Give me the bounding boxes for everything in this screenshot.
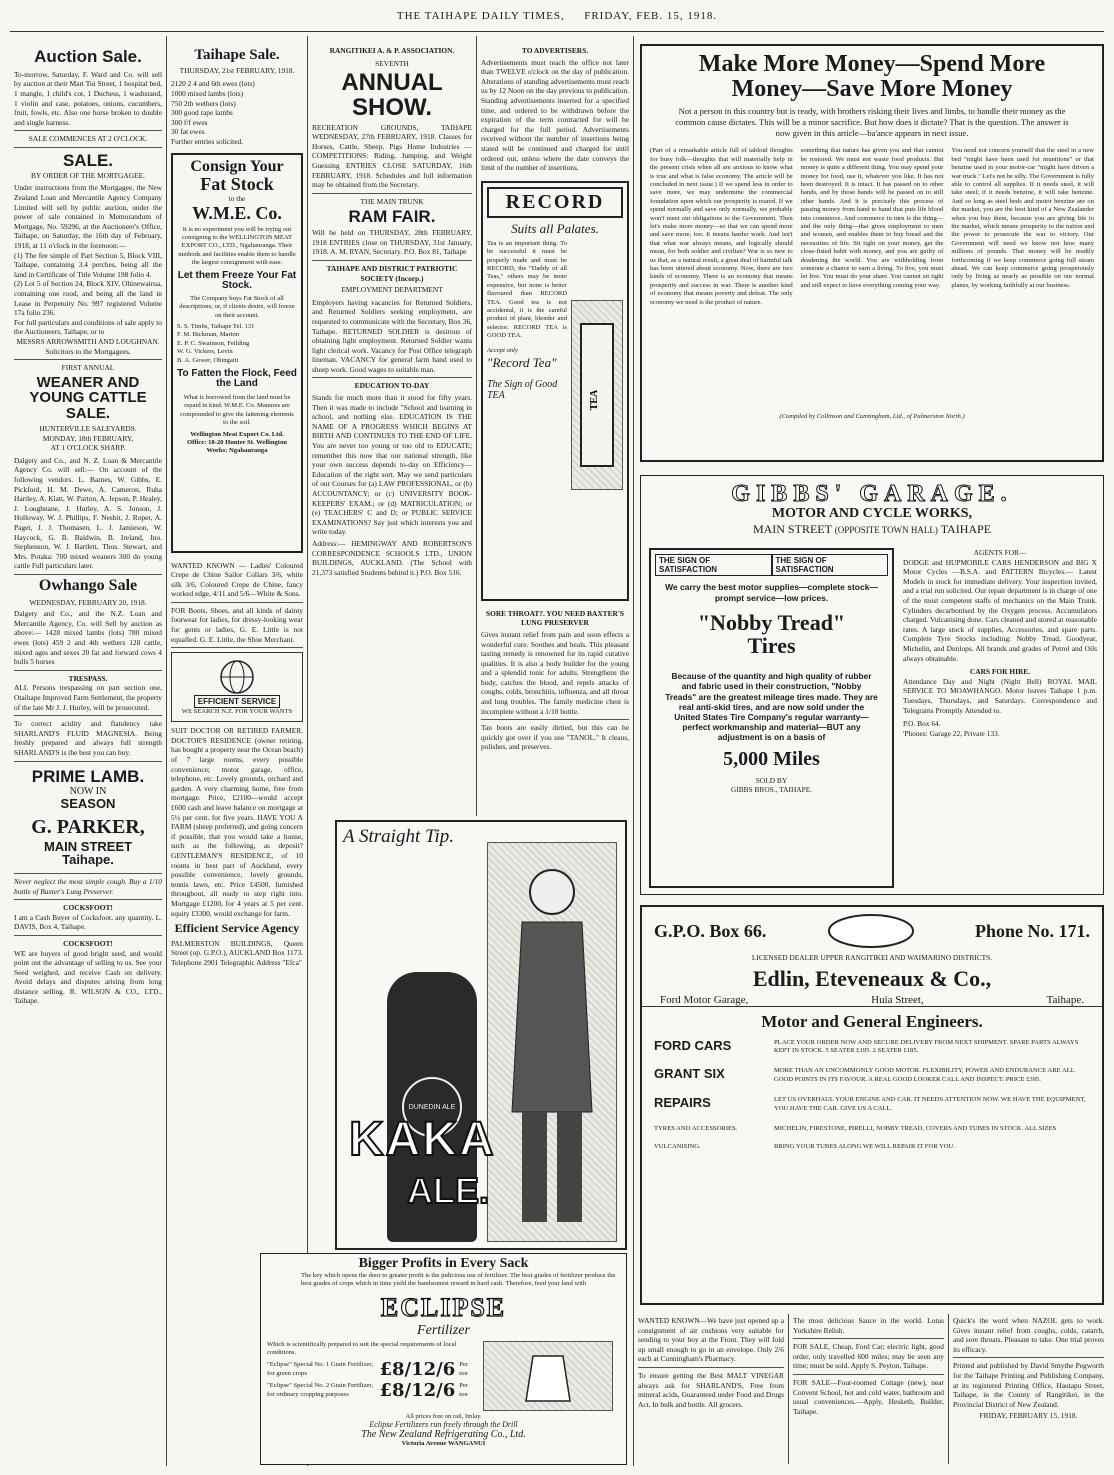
sale-title: SALE.	[62, 151, 114, 170]
show-body: RECREATION GROUNDS, TAIHAPE WEDNESDAY, 27th FEBRUARY, 1918. Classes for Horses, Cattle, Sheep, Pigs Home Industries — COMPETITIONS: Riding, Jumping, and Weight Guessing ENTRIES CLOSE SATURDAY, 16th FEBRUARY, 1918. Schedules and full information may be obtained from the Secretary.	[312, 122, 472, 190]
advertisers-title: TO ADVERTISERS.	[521, 46, 589, 55]
gibbs-hire-body: Attendance Day and Night (Night Bell) ROYAL MAIL SERVICE TO MOAWHANGO. Motor leaves Taihape 1 p.m. Tuesdays, Thursdays, and Saturdays. Correspondence and Telegrams Promptly Attended to.	[903, 676, 1097, 715]
efficient-addr: PALMERSTON BUILDINGS, Queen Street (op. G.P.O.), AUCKLAND Box 1173. Telephone 2901 Telegraphic Address "Efca"	[171, 938, 303, 967]
column-rule	[166, 36, 167, 1466]
employment-body: Employers having vacancies for Returned Soldiers, and Returned Soldiers seeking employment, are requested to communicate with the Secretary, Box 36, Taihape. RETURNED SOLDIER is desirous of obtaining light employment. Returned Soldier wants light clerical work. Vacancy for Post Office telegraph lineman. VACANCY for general farm hand used to sheep work. Good wages to suitable man.	[312, 297, 472, 374]
svg-text:TEA: TEA	[589, 389, 600, 410]
tea-packet-icon	[577, 320, 617, 470]
imprint-date: FRIDAY, FEBRUARY 15, 1918.	[979, 1411, 1078, 1421]
vulcanising-title: VULCANISING.	[654, 1143, 701, 1151]
sharland-ad: To correct acidity and flatulency take SHARLAND'S FLUID MAGNESIA. Being freshly prepared and always full strength SHARLAND'S is the best you can buy.	[14, 719, 162, 757]
annual-show-title: ANNUAL SHOW.	[341, 69, 443, 122]
lot-item: 300 f/f ewes	[171, 117, 208, 127]
money-article	[640, 44, 1104, 462]
edlin-name: Edlin, Eteveneaux & Co.,	[752, 965, 992, 991]
sore-throat-body: Gives instant relief from pain and soon effects a wonderful cure. Soothes and heals. This pleasant tasting remedy is renowned for its rapid curative qualities. It is also a body builder for the young and a splendid tonic for adults. Strengthens the body, catches the blood, and repels attacks of coughs, colds, bronchitis, influenza, and all throat and lung troubles. The family medicine chest is incomplete without a 1/10 bottle.	[481, 629, 629, 716]
weaner-body: Dalgety and Co., and N. Z. Loan & Mercantile Agency Co. will sell:— On account of the following vendors. L. Barnes, W. Gibbs, E. Pickford, H. M. Dewe, A. Cameron, Ruha Hartley, A. Klatt, W. Parton, A. Jepson, P. Healey, J. Loughnane, J. Hurley, A. S. Jonson, J. Holloway, W. J. Phillips, F. Nesbit, J. Roper, A. Paget, J. J. Thomasen, L. J. Jamieson, W. Haycock, G. B. Baldwin, B. Ireland, Jno. Stephenson, W. J. Bartlett, Thos. Stewart, and Mrs. Potaka: 700 mixed weaners 300 do young cattle Full particulars later.	[14, 455, 162, 571]
gibbs-sub: MOTOR AND CYCLE WORKS,	[771, 506, 973, 522]
sale-more: For full particulars and conditions of sale apply to the Auctioneers, Taihape, or to	[14, 317, 162, 337]
money-credit: (Compiled by Collinson and Cunningham, Ltd., of Palmerston North.)	[779, 413, 965, 421]
auction-title: Auction Sale.	[34, 47, 142, 66]
ram-body: Will be held on THURSDAY, 28th FEBRUARY, 1918 ENTRIES close on THURSDAY, 31st January, 1918. A. M. RYAN, Secretary. P.O. Box 81, Taihape	[312, 228, 472, 257]
masthead-date: FRIDAY, FEB. 15, 1918.	[584, 10, 718, 22]
wme-body2: The Company buys Fat Stock of all descriptions; or, if clients desire, will freeze on their account.	[179, 294, 295, 319]
gibbs-agents: AGENTS FOR—	[973, 548, 1027, 557]
employment-title: EMPLOYMENT DEPARTMENT	[341, 285, 443, 295]
advertisers-body: Advertisements must reach the office not later than TWELVE o'clock on the day of publication. Alterations of standing advertisements must reach us by 12 Noon on the day previous to publication. Standing advertisements inserted for a specified time, and ordered to be withdrawn before the expiration of the term contracted for will be charged for the full period. Advertisements received without the number of insertions being stated will be continued and charged for until ordered out, unless where the date conveys the limit of the number of insertions.	[481, 57, 629, 173]
bottom-col-2	[793, 1316, 944, 1466]
kaka-headline: A Straight Tip.	[343, 826, 455, 847]
lot-item: 2120 2 4 and 6th ewes (lots)	[171, 79, 255, 89]
parker-street: MAIN STREET	[43, 838, 133, 854]
education-addr: Address:— HEMINGWAY AND ROBERTSON'S CORRESPONDENCE SCHOOLS LTD., UNION BUILDINGS, AUCKLAND. (The School with 21,373 satisfied Students behind it.) P.O. Box 516.	[312, 538, 472, 577]
gibbs-phones: 'Phones: Garage 22, Private 133.	[903, 728, 1000, 738]
column-1	[14, 40, 162, 1465]
auction-commence: SALE COMMENCES AT 2 O'CLOCK.	[28, 134, 148, 144]
gibbs-agents-body: DODGE and HUPMOBILE CARS HENDERSON and BIG X Motor Cycles —B.S.A. and PATTERN Bicycles.— Latest Models in stock for immediate delivery. Your inspection invited, and a trial run solicited. Our repair department is in charge of one of the most competent staffs of mechanics on the Main Trunk. Cylinders decarbonised by the Oxygen process. Accumulators charged. Vulcanising done. Cars cleaned and stored at reasonable rates. A large stock of supplies, Accessories, and spare parts. Complete Tyre Stocks including: Nobby Tread, Goodyear, Michelin, and Dunlops. All brands and grades of Petrol and Oils always obtainable.	[903, 557, 1097, 663]
wme-freeze: Let them Freeze Your Fat Stock.	[177, 269, 297, 292]
cocksfoot-1-body: I am a Cash Buyer of Cocksfoot, any quantity. L. DAVIS, Box 4, Taihape.	[14, 912, 162, 932]
sauce-ad: The most delicious Sauce in the world. Lotus Yorkshire Relish.	[793, 1316, 944, 1335]
gibbs-box: P.O. Box 64.	[903, 719, 941, 729]
ram-fair-title: RAM FAIR.	[348, 207, 436, 227]
taihape-sale-date: THURSDAY, 21st FEBRUARY, 1918.	[179, 65, 295, 75]
weaner-place: HUNTERVILLE SALEYARDS.	[39, 423, 137, 433]
edlin-engineers: Motor and General Engineers.	[761, 1011, 983, 1031]
sale-item-2: (2) Lot 5 of Section 24, Block XIV, Ohinewairua, containing one rood, and being all the land in Lease in Perpetuity No. 997 registered Volume 17a folio 236.	[14, 279, 162, 318]
vulcanising-body: BRING YOUR TUBES ALONG WE WILL REPAIR IT FOR YOU.	[774, 1143, 955, 1151]
edlin-ad	[640, 905, 1104, 1305]
gibbs-town: TAIHAPE	[940, 521, 992, 536]
masthead	[10, 10, 1104, 32]
sale-sign: MESSRS ARROWSMITH AND LOUGHNAN. Solicitors to the Mortgagees.	[16, 336, 160, 356]
wme-ad	[171, 153, 303, 553]
owhango-date: WEDNESDAY, FEBRUARY 20, 1918.	[29, 597, 147, 607]
gibbs-title: GIBBS' GARAGE.	[731, 481, 1013, 507]
column-4	[481, 40, 629, 810]
malt-vinegar-ad: To ensure getting the Best MALT VINEGAR always ask for SHARLAND'S, Free from mineral acids, Guaranteed under Food and Drugs Act. In bulk and bottle. All grocers.	[638, 1370, 784, 1409]
trespass-body: ALL Persons trespassing on part section one, Otaihape Improved Farm Settlement, the property of the late Mr J. J. Hurley, will be prosecuted.	[14, 683, 162, 712]
eclipse-company: The New Zealand Refrigerating Co., Ltd.	[361, 1429, 526, 1441]
seventh: SEVENTH	[375, 58, 409, 68]
education-title: EDUCATION TO-DAY	[354, 381, 430, 391]
prime-season: SEASON	[60, 796, 116, 812]
efficient-badge: EFFICIENT SERVICE	[194, 695, 281, 708]
efficient-sub: WE SEARCH N.Z. FOR YOUR WANTS	[181, 707, 293, 715]
sale-subtitle: BY ORDER OF THE MORTGAGEE.	[31, 170, 145, 180]
column-3	[312, 40, 472, 810]
nobby-name: "Nobby Tread"	[697, 610, 846, 635]
record-accept: Accept only	[487, 346, 518, 354]
edlin-box: G.P.O. Box 66.	[654, 920, 767, 941]
record-tea-ad	[481, 181, 629, 601]
money-col-2: something that nature has given you and that cannot be restored. We must not waste food products. But money is quite a different thing. You may spend your money for food, use it, whatever you like. It has not been destroyed. It is intact. It has passed on to other hands, and by those hands will be passed on to still other hands. And it is precisely this process of passing money from hand to hand that puts life blood into commerce. And commerce in turn is the thing—and the only thing—that gives employment to men and women, and enables them to buy bread and the necessities of life. Sit tight on your money, get the close-fisted habit with money, and you are guilty of deadening the world. You are withholding from someone a chance to earn a living. To live, you must let live. You must do your share. You cannot sit tight and still expect to have everything coming your way.	[800, 147, 944, 289]
wme-name: W.M.E. Co.	[192, 202, 282, 223]
education-body: Stands for much more than it stood for fifty years. Then it was made to include "School and learning in school, and nothing else. EDUCATION IS THE NAME OF A PROGRESS WHICH BEGINS AT BIRTH AND CONTINUES TO THE END OF LIFE. You are never too young or too old to EDUCATE; remember this now that our national strength, like your own success depends to-day on Efficiency—Education of the right sort. May we send particulars of our Courses for (a) LAW PROFESSIONAL, or (b) ACCOUNTANCY; or (c) UNIVERSITY BOOK-KEEPERS' EXAM.; or (d) MATRICULATION; or (e) TEACHERS' C and D; or PUBLIC SERVICE EXAMINATIONS? Say just which interests you and write today.	[312, 393, 472, 537]
column-rule	[948, 1314, 949, 1464]
weaner-time: AT 1 O'CLOCK SHARP.	[50, 443, 126, 453]
tea-packet-image	[571, 300, 623, 490]
column-rule	[476, 36, 477, 816]
eclipse-addr: Victoria Avenue WANGANUI	[401, 1440, 486, 1448]
masthead-title: THE TAIHAPE DAILY TIMES,	[396, 10, 565, 22]
gibbs-sold: SOLD BY	[755, 775, 788, 785]
wme-works: Works: Ngahauranga	[206, 447, 268, 455]
edlin-licensed: LICENSED DEALER UPPER RANGITIKEI AND WAIMARINO DISTRICTS.	[751, 953, 993, 962]
tyres-body: MICHELIN, FIRESTONE, PIRELLI, NOBBY TREAD, COVERS AND TUBES IN STOCK. ALL SIZES	[774, 1124, 1057, 1132]
tyres-title: TYRES AND ACCESSORIES.	[654, 1124, 738, 1132]
agent-item: S. S. Timbs, Taihape Tel. 131	[177, 322, 255, 330]
trespass-title: TRESPASS.	[68, 673, 108, 683]
grant-six-body: MORE THAN AN UNCOMMONLY GOOD MOTOR. FLEXIBILITY, POWER AND ENDURANCE ARE ALL GOOD POINTS IN ITS FAVOUR. A REAL GOOD LOOKER CALL AND INSPECT. PRICE £395.	[774, 1067, 1075, 1083]
gibbs-carry: We carry the best motor supplies—complete stock—prompt service—low prices.	[665, 582, 878, 603]
column-rule	[307, 36, 308, 1466]
eclipse-no2: "Eclipse" Special No. 2 Grain Fertilizer, for ordinary cropping purposes	[267, 1382, 374, 1398]
first-annual: FIRST ANNUAL	[61, 363, 115, 373]
repairs-title: REPAIRS	[654, 1095, 711, 1111]
baxter-ad: Never neglect the most simple cough. Buy a 1/10 bottle of Baxter's Lung Preserver.	[14, 876, 162, 896]
money-title-2: Money—Save More Money	[731, 76, 1013, 103]
cottage-sale-ad: FOR SALE—Four-roomed Cottage (new), near Convent School, hot and cold water, bathroom and usual conveniences.—Apply, Hesketh, Builder, Taihape.	[793, 1377, 944, 1416]
gibbs-garage-ad	[640, 475, 1104, 895]
gibbs-details	[903, 548, 1097, 888]
ford-cars-title: FORD CARS	[654, 1037, 732, 1053]
eclipse-price-1: £8/12/6	[379, 1359, 456, 1381]
eclipse-per-2: Per ton	[459, 1382, 469, 1398]
agent-item: E. P. C. Swainson, Feilding	[177, 339, 250, 347]
column-rule	[633, 36, 634, 1466]
man-illustration	[487, 842, 617, 1242]
parker-title: G. PARKER,	[31, 815, 145, 838]
sign-badge-2: THE SIGN OF SATISFACTION	[772, 554, 889, 576]
gibbs-street: MAIN STREET	[752, 521, 832, 536]
record-sign: The Sign of Good TEA	[487, 379, 558, 401]
lot-item: 750 2th wethers (lots)	[171, 98, 236, 108]
money-intro: Not a person in this country but is ready, with brothers risking their lives and limbs, to handle their money as the common cause dictates. This will be a minor sacrifice. But how does it dictate? That is the question. The answer is now given in this article—ba'ance appears in next issue.	[675, 106, 1069, 139]
gibbs-because: Because of the quantity and high quality of rubber and fabric used in their construction, "Nobby Treads" are the greatest mileage tires made. They are real anti-skid tires, and are now sold under the United States Tire Company's regular warranty—perfect workmanship and material—BUT any adjustment is on a basis of	[665, 671, 878, 743]
cocksfoot-2-body: WE are buyers of good bright seed, and would point out the advantage of selling to us. See your Seed weighed, and receive Cash on delivery. Avoid delays and disputes arising from long distance selling. R. WILSON & CO., LTD., Taihape.	[14, 948, 162, 1006]
auction-body: To-morrow, Saturday, F. Ward and Co. will sell by auction at their Mart Tui Street, 1 hospital bed, 1 mangle, 1 child's cot, 1 Duchess, 1 washstand, 1 violin and case, potatoes, onions, cucumbers, fruit, fowls, etc. Also one horse broken to double and single harness.	[14, 69, 162, 127]
man-figure-icon	[497, 852, 607, 1232]
record-body: Tea is an important thing. To be successful it must be properly made and must be RECORD, the "Daddy of all Teas," others may be more expensive, but none is better flavoured than RECORD TEA. Good tea is not accidental, it is the careful product of plant, blender and selector. RECORD TEA is GOOD TEA.	[487, 239, 567, 340]
eclipse-ad	[260, 1253, 627, 1465]
lot-item: 300 good rape lambs	[171, 108, 233, 118]
parker-town: Taihape.	[62, 852, 114, 868]
wme-consign: Consign Your	[190, 157, 284, 175]
sign-badge-1: THE SIGN OF SATISFACTION	[655, 554, 772, 576]
bottom-col-1	[638, 1316, 784, 1466]
column-2	[171, 40, 303, 1465]
ford-sale-ad: FOR SALE, Cheap, Ford Car; electric light, good order, only travelled 600 miles; may be seen any time; must be sold. Apply S. Peyton, Taihape.	[793, 1342, 944, 1371]
gibbs-bros: GIBBS BROS., TAIHAPE.	[730, 785, 813, 795]
imprint: Printed and published by David Smythe Pegworth for the Taihape Printing and Publishing Company, at its registered Printing Office, Hautapu Street, Taihape, in the County of Rangitikei, in the Provincial District of New Zealand.	[953, 1361, 1104, 1409]
main-trunk: THE MAIN TRUNK	[360, 196, 424, 206]
repairs-body: LET US OVERHAUL YOUR ENGINE AND CAR. IT NEEDS ATTENTION NOW. WE HAVE THE EQUIPMENT, YOU HAVE THE CAR. GIVE US A CALL.	[774, 1096, 1086, 1112]
cocksfoot-2-title: COCKSFOOT!	[63, 938, 113, 948]
eclipse-rail: All prices free on rail, Imlay.	[405, 1412, 482, 1420]
eclipse-per-1: Per ton	[459, 1361, 469, 1377]
efficient-body: SUIT DOCTOR OR RETIRED FARMER. DOCTOR'S RESIDENCE (owner retiring, has bought a property near the Ocean beach) of 7 large rooms, every possible convenience; motor garage, office, telephone, etc. Lovely grounds, orchard and garden. A very charming home, free from mortgage. Price, £2100—would accept £600 cash and leave balance on mortgage at 5½ per cent. for five years. HAVE YOU A FARM (sheep preferred), and going concern if possible, that you would take a house, such as the following, as deposit? GENTLEMAN'S RESIDENCE, of 10 rooms in best part of Auckland, every possible convenience, lovely grounds, tennis lawn, etc. Price £4500, furnished throughout, all ready to step right into. Mortgage £1200, for 4 years at 5 per cent. equity £3300, would exchange for farm.	[171, 726, 303, 918]
cocksfoot-1-title: COCKSFOOT!	[63, 903, 113, 913]
eclipse-no1: "Eclipse" Special No. 1 Grain Fertilizer, for green crops	[267, 1361, 374, 1377]
patriotic-title: TAIHAPE AND DISTRICT PATRIOTIC SOCIETY (Incorp.)	[326, 263, 458, 283]
wme-office: Office: 18-20 Hunter St. Wellington	[187, 438, 287, 446]
wme-fat: Fat Stock	[200, 174, 274, 195]
eclipse-which: Which is scientifically prepared to suit the special requirements of local conditions.	[267, 1340, 457, 1356]
lot-item: Further entries solicited.	[171, 136, 244, 146]
agent-item: W. G. Vickers, Levin	[177, 348, 233, 356]
gibbs-opposite: (OPPOSITE TOWN HALL)	[834, 524, 938, 535]
sack-icon	[518, 1346, 578, 1406]
owhango-title: Owhango Sale	[38, 576, 138, 594]
sack-illustration	[483, 1341, 613, 1411]
ford-logo-icon	[826, 913, 916, 949]
wme-body3: What is borrowed from the land must be repaid in kind. W.M.E. Co. Manures are compounded to give the fattening elements to the soil.	[180, 393, 294, 427]
lot-item: 1000 mixed lambs (lots)	[171, 88, 244, 98]
wme-company: Wellington Meat Export Co. Ltd.	[190, 430, 284, 438]
eclipse-price-2: £8/12/6	[379, 1380, 456, 1402]
agent-item: B. A. Gower, Ohingaiti	[177, 356, 239, 364]
globe-icon	[207, 659, 267, 695]
owhango-body: Dalgety and Co., and the N.Z. Loan and Mercantile Agency, Co. will Sell by auction as above:— 1428 mixed lambs (lots) 780 mixed ewes (lots) 459 2 and 4th wethers 128 cattle, mixed ages and sexes 20 fat and forward cows 4 bulls 5 horses	[14, 609, 162, 667]
lot-item: 30 fat ewes	[171, 127, 205, 137]
record-tagline: Suits all Palates.	[511, 220, 599, 236]
weaner-date: MONDAY, 18th FEBRUARY,	[42, 433, 134, 443]
grant-six-title: GRANT SIX	[654, 1066, 725, 1082]
eclipse-intro: The key which opens the door to greater profit is the judicious use of fertilizer. The best grades of fertilizer produce the best grades of crops which in time yield the handsomest reward in hard cash. Therefore, feed your land with	[301, 1271, 616, 1288]
wme-agents	[177, 323, 297, 365]
rangitikei: RANGITIKEI A. & P. ASSOCIATION.	[329, 46, 455, 55]
sale-item-1: (1) The fee simple of Part Section 5, Block VIII, Taihape, containing 3.4 perches, being all the land in Certificate of Title Volume 198 folio 4.	[14, 250, 162, 279]
bottom-col-3	[953, 1316, 1104, 1466]
prime-lamb-title: PRIME LAMB.	[31, 766, 145, 786]
record-brand: RECORD	[487, 187, 623, 218]
eclipse-runs: Eclipse Fertilizers run freely through the Drill	[369, 1419, 518, 1429]
tanol-ad: Tan boots are easily dirtied, but this can be quickly got over if you use "TANOL." It cleans, polishes, and preserves.	[481, 723, 629, 752]
money-col-1: (Part of a remarkable article full of tabloid thoughts for busy folk—thoughts that will materially help in the present crisis when all are anxious to know what is true and what is false economy. The article will be concluded in next issue.) If we spend less in order to save more, we may undermine the commercial foundation upon which our prosperity is reared. If we spend normally and save only normally, we probably won't meet our obligations to the Government. Then let's make more money—so that we can spend more and save more, too. It means harder work. And isn't that what war always means, and logically should mean, for both soldier and civilian? War is so new to us that, as a natural result, a great deal of harmful talk has been uttered about economy. Now, there are two kinds of economy. There is an economy that means prosperity and success in war. There is another kind of economy that means poverty and defeat. The only economy we need is the product of nature.	[650, 147, 793, 306]
weaner-title: WEANER AND YOUNG CATTLE SALE.	[29, 373, 147, 423]
wanted-collars: WANTED KNOWN — Ladies' Coloured Crepe de Chine Sailor Collars 3/6, white silk 3/6, Coloured Crepe de Chine, fancy worked edge, 4/11 and 5/6—White & Sons.	[171, 560, 303, 599]
eclipse-brand: ECLIPSE	[380, 1292, 507, 1322]
kaka-brand: KAKA	[349, 1113, 496, 1166]
nazol-ad: Quick's the word when NAZOL gets to work. Gives instant relief from coughs, colds, catarrh, and sore throats. Pleasant to take. One trial proves its efficacy.	[953, 1316, 1104, 1354]
sore-throat-title: SORE THROAT?. YOU NEED BAXTER'S LUNG PRESERVER	[485, 608, 625, 628]
taihape-sale-title: Taihape Sale.	[194, 47, 280, 63]
kaka-ale: ALE.	[407, 1170, 490, 1211]
boots-ad: FOR Boots, Shoes, and all kinds of dainty footwear for ladies, for dressy-looking wear for gents or ladies, G. E. Little is not equalled. G. E. Little, the Shoe Merchant.	[171, 605, 303, 644]
agent-item: F. M. Bickman, Marton	[177, 331, 240, 339]
tires-label: Tires	[747, 633, 796, 659]
money-col-3: You need not concern yourself that the steel in a new bed "might have been used for munitions" or that benzine used in your motor-car "might have driven a war truck." Let's not be silly. The Government is fully able to control all supplies. If it needs steel, it will take steel; if it needs benzine, it will take benzine. And so long as steel beds and motor benzine are on the market, you are the best kind of a New Zealander when you buy them, because you are giving life to the market, which means prosperity to the nation and the power to prosecute the war to victory. Our Government will need we know not how many millions of pounds. That money will be readily forthcoming if we keep commerce going full steam ahead. We can keep commerce going prosperously only by living as nearly as possible on our normal planes, by working faithfully at our business.	[951, 147, 1095, 289]
edlin-phone: Phone No. 171.	[974, 920, 1090, 941]
taihape-lots	[171, 79, 303, 146]
ford-cars-body: PLACE YOUR ORDER NOW AND SECURE DELIVERY FROM NEXT SHIPMENT. SPARE PARTS ALWAYS KEPT IN STOCK. 5 SEATER £195. 2 SEATER £185.	[774, 1038, 1079, 1054]
record-name: "Record Tea"	[487, 355, 557, 370]
nobby-tread-panel	[649, 548, 894, 888]
eclipse-headline: Bigger Profits in Every Sack	[358, 1256, 529, 1271]
bottle-label: DUNEDIN ALE	[402, 1077, 462, 1137]
gibbs-miles: 5,000 Miles	[723, 747, 820, 770]
column-rule	[788, 1314, 789, 1464]
edlin-street: Huia Street,	[871, 993, 924, 1006]
gibbs-hire: CARS FOR HIRE.	[969, 667, 1031, 677]
edlin-town: Taihape.	[1046, 993, 1084, 1006]
edlin-garage: Ford Motor Garage,	[660, 993, 749, 1006]
wme-fatten: To Fatten the Flock, Feed the Land	[177, 367, 297, 390]
wme-to: to the	[228, 194, 246, 204]
prime-now: NOW IN	[69, 786, 107, 798]
wme-body: It is no experiment you will be trying out consigning to the WELLINGTON MEAT EXPORT CO., LTD., Ngahauranga. Their methods and facilities enable them to handle the largest consignment with ease.	[178, 225, 296, 267]
kaka-ale-ad	[335, 820, 627, 1250]
eclipse-sub: Fertilizer	[417, 1322, 470, 1338]
air-cushions-ad: WANTED KNOWN—We have just opened up a consignment of air cushions very suitable for sending to your boy at the Front. They will fold up small enough to go in an envelope. Only 2/6 each at Cunningham's Pharmacy.	[638, 1316, 784, 1364]
efficient-logo	[171, 652, 303, 722]
money-title-1: Make More Money—Spend More	[698, 51, 1046, 77]
efficient-title: Efficient Service Agency	[174, 921, 300, 936]
sale-body: Under instructions from the Mortgagee, the New Zealand Loan and Mercantile Agency Company Limited will sell by public auction, under the power of sale contained in Memorandum of Mortgage, No. 59296, at the Auctioneer's Office, Taihape, on Saturday, the 16th day of February, 1918, at 11 o'clock in the forenoon:—	[14, 183, 162, 250]
